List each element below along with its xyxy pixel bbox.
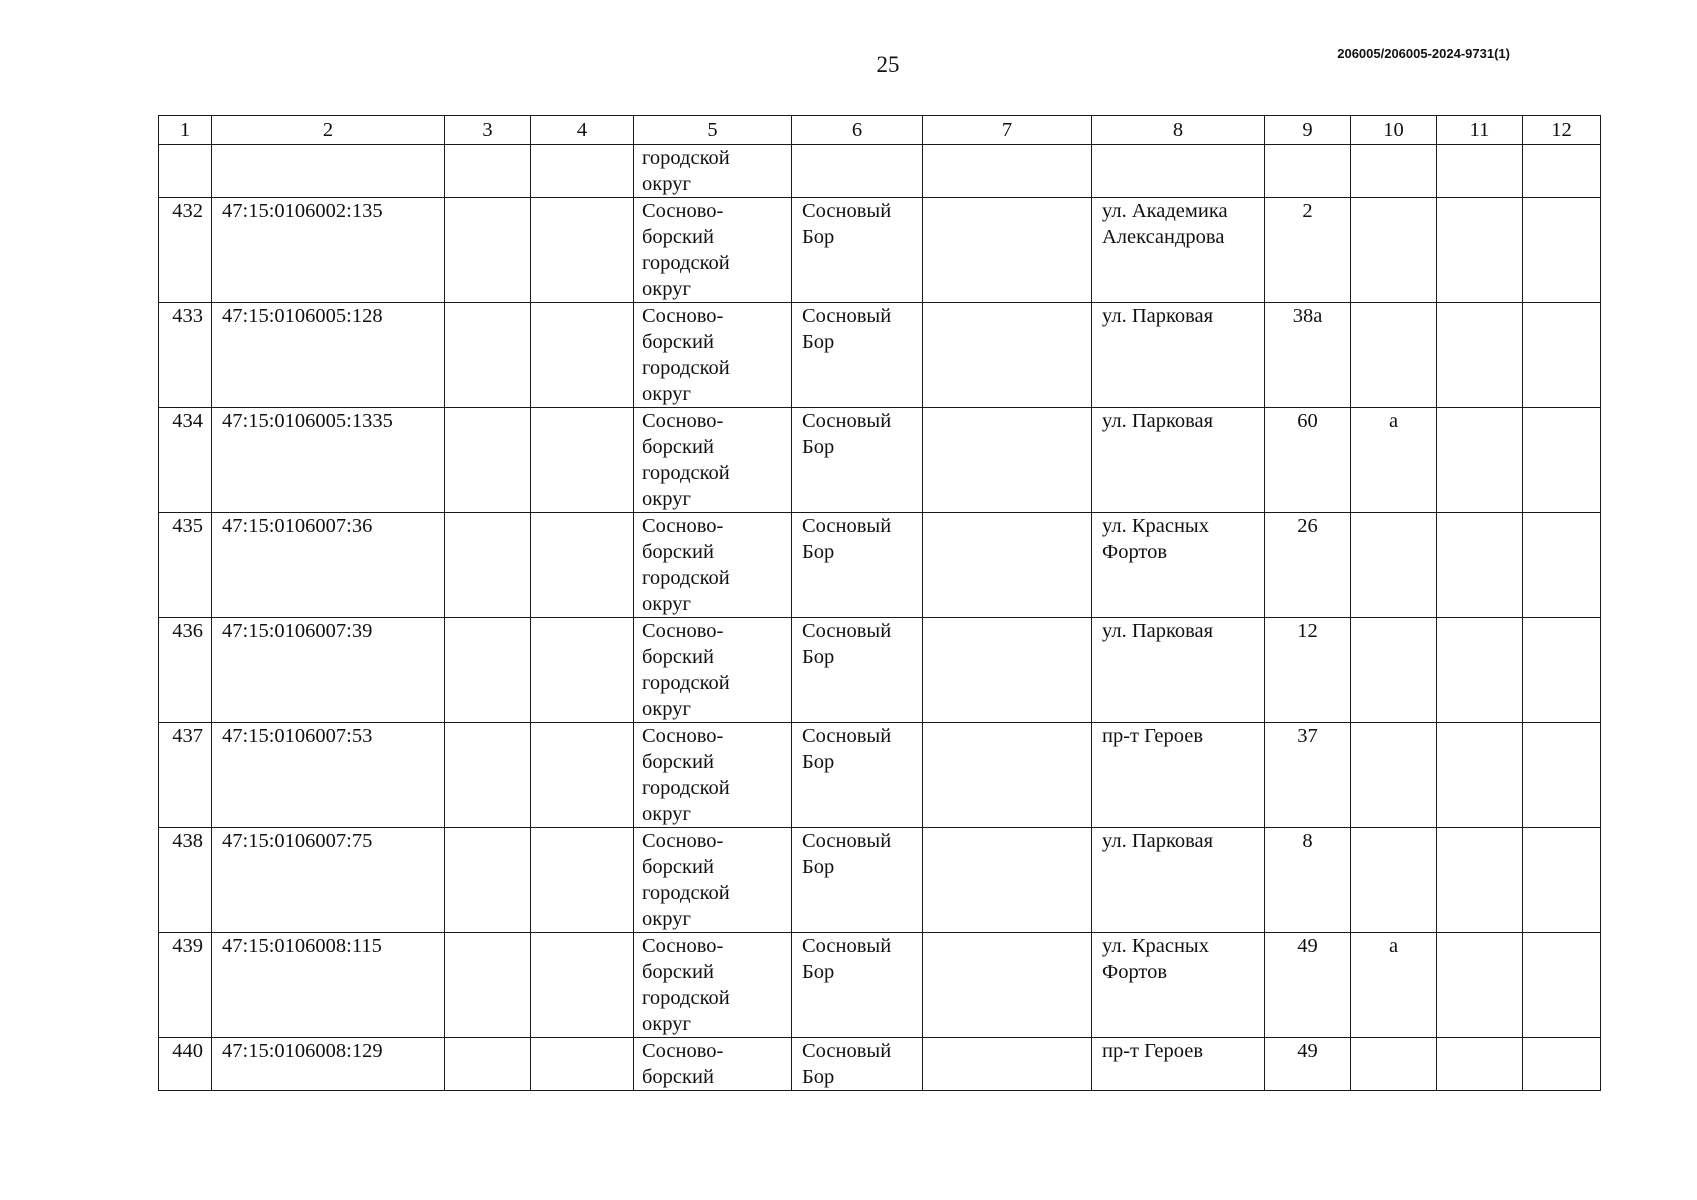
house-number-cell: 37	[1265, 723, 1351, 828]
column-header: 2	[212, 116, 445, 145]
cadastral-number-cell: 47:15:0106008:129	[212, 1038, 445, 1091]
table-cell	[923, 723, 1092, 828]
row-number-cell: 433	[159, 303, 212, 408]
table-cell	[445, 828, 531, 933]
street-line: ул. Парковая	[1102, 305, 1214, 327]
house-number-cell: 49	[1265, 1038, 1351, 1091]
table-cell	[445, 933, 531, 1038]
city-line: Бор	[802, 961, 835, 983]
table-header-row	[159, 116, 1601, 145]
cadastral-number-cell: 47:15:0106005:1335	[212, 408, 445, 513]
table-row	[159, 1038, 1601, 1091]
table-cell	[531, 408, 634, 513]
table-cell	[531, 828, 634, 933]
region-line: борский	[642, 646, 714, 668]
region-line: городской	[642, 252, 730, 274]
table-row	[159, 723, 1601, 828]
street-line: ул. Красных	[1102, 515, 1209, 537]
column-header: 3	[445, 116, 531, 145]
table-cell	[1437, 618, 1523, 723]
street-cell	[1092, 408, 1265, 513]
region-line: Сосново-	[642, 620, 724, 642]
table-row	[159, 933, 1601, 1038]
table-cell	[531, 1038, 634, 1091]
table-cell	[531, 618, 634, 723]
region-line: округ	[642, 908, 691, 930]
table-row	[159, 408, 1601, 513]
table-cell	[1437, 198, 1523, 303]
region-cell	[634, 1038, 792, 1091]
region-line: городской	[642, 357, 730, 379]
house-number-cell: 49	[1265, 933, 1351, 1038]
street-line: ул. Парковая	[1102, 620, 1214, 642]
region-cell	[634, 828, 792, 933]
region-line: борский	[642, 1066, 714, 1088]
table-cell	[1523, 723, 1601, 828]
table-cell	[159, 145, 212, 198]
street-line: Фортов	[1102, 961, 1168, 983]
house-number-cell: 2	[1265, 198, 1351, 303]
column-header: 4	[531, 116, 634, 145]
street-cell	[1092, 618, 1265, 723]
region-line: округ	[642, 173, 691, 195]
table-cell	[445, 513, 531, 618]
city-line: Сосновый	[802, 410, 892, 432]
house-letter-cell	[1351, 828, 1437, 933]
street-cell	[1092, 303, 1265, 408]
city-cell	[792, 513, 923, 618]
row-number-cell: 437	[159, 723, 212, 828]
table-cell	[1437, 303, 1523, 408]
table-cell	[923, 1038, 1092, 1091]
table-cell	[445, 198, 531, 303]
row-number-cell: 435	[159, 513, 212, 618]
table-cell	[923, 303, 1092, 408]
region-cell	[634, 198, 792, 303]
city-line: Бор	[802, 226, 835, 248]
table-cell	[1523, 618, 1601, 723]
region-line: округ	[642, 488, 691, 510]
table-cell	[1523, 198, 1601, 303]
street-cell	[1092, 513, 1265, 618]
region-line: Сосново-	[642, 830, 724, 852]
region-line: городской	[642, 987, 730, 1009]
page-number: 25	[876, 52, 900, 77]
table-cell	[923, 198, 1092, 303]
city-line: Бор	[802, 331, 835, 353]
table-cell	[445, 408, 531, 513]
city-line: Бор	[802, 541, 835, 563]
region-line: городской	[642, 147, 730, 169]
house-letter-cell	[1351, 198, 1437, 303]
city-cell	[792, 828, 923, 933]
city-line: Сосновый	[802, 830, 892, 852]
region-cell	[634, 513, 792, 618]
table-cell	[531, 933, 634, 1038]
house-letter-cell	[1351, 513, 1437, 618]
column-header: 1	[159, 116, 212, 145]
street-cell	[1092, 1038, 1265, 1091]
city-line: Сосновый	[802, 200, 892, 222]
region-line: борский	[642, 751, 714, 773]
house-number-cell: 12	[1265, 618, 1351, 723]
city-cell	[792, 723, 923, 828]
house-letter-cell: а	[1351, 933, 1437, 1038]
continuation-row	[159, 145, 1601, 198]
row-number-cell: 434	[159, 408, 212, 513]
document-id: 206005/206005-2024-9731(1)	[1337, 46, 1510, 61]
table-cell	[531, 513, 634, 618]
region-cell	[634, 145, 792, 198]
city-cell	[792, 618, 923, 723]
street-line: ул. Парковая	[1102, 830, 1214, 852]
table-cell	[1437, 933, 1523, 1038]
region-line: Сосново-	[642, 305, 724, 327]
region-line: округ	[642, 593, 691, 615]
row-number-cell: 436	[159, 618, 212, 723]
street-line: пр-т Героев	[1102, 1040, 1204, 1062]
city-cell	[792, 198, 923, 303]
region-line: городской	[642, 462, 730, 484]
cadastral-number-cell: 47:15:0106008:115	[212, 933, 445, 1038]
region-line: округ	[642, 698, 691, 720]
column-header: 6	[792, 116, 923, 145]
table-cell	[1523, 828, 1601, 933]
cadastral-number-cell: 47:15:0106007:36	[212, 513, 445, 618]
region-line: борский	[642, 436, 714, 458]
region-line: борский	[642, 961, 714, 983]
cadastral-number-cell: 47:15:0106005:128	[212, 303, 445, 408]
region-cell	[634, 303, 792, 408]
table-cell	[1437, 513, 1523, 618]
cadastral-number-cell: 47:15:0106002:135	[212, 198, 445, 303]
street-line: Фортов	[1102, 541, 1168, 563]
house-letter-cell	[1351, 1038, 1437, 1091]
region-line: городской	[642, 567, 730, 589]
region-cell	[634, 618, 792, 723]
region-cell	[634, 933, 792, 1038]
table-cell	[923, 618, 1092, 723]
row-number-cell: 432	[159, 198, 212, 303]
table-cell	[1437, 408, 1523, 513]
table-cell	[923, 933, 1092, 1038]
house-number-cell: 26	[1265, 513, 1351, 618]
region-line: борский	[642, 541, 714, 563]
table-row	[159, 618, 1601, 723]
region-line: Сосново-	[642, 515, 724, 537]
table-cell	[1523, 145, 1601, 198]
row-number-cell: 439	[159, 933, 212, 1038]
street-cell	[1092, 933, 1265, 1038]
region-line: борский	[642, 331, 714, 353]
region-line: Сосново-	[642, 1040, 724, 1062]
column-header: 10	[1351, 116, 1437, 145]
street-line: Александрова	[1102, 226, 1225, 248]
table-cell	[923, 145, 1092, 198]
region-line: городской	[642, 882, 730, 904]
column-header: 12	[1523, 116, 1601, 145]
city-line: Сосновый	[802, 305, 892, 327]
street-line: ул. Академика	[1102, 200, 1228, 222]
city-line: Сосновый	[802, 725, 892, 747]
table-row	[159, 828, 1601, 933]
city-line: Бор	[802, 856, 835, 878]
table-cell	[923, 513, 1092, 618]
table-cell	[1437, 723, 1523, 828]
region-line: борский	[642, 226, 714, 248]
table-cell	[445, 303, 531, 408]
city-cell	[792, 408, 923, 513]
column-header: 5	[634, 116, 792, 145]
city-line: Сосновый	[802, 935, 892, 957]
table-cell	[1523, 408, 1601, 513]
row-number-cell: 438	[159, 828, 212, 933]
table-cell	[1092, 145, 1265, 198]
cadastral-number-cell: 47:15:0106007:75	[212, 828, 445, 933]
table-cell	[1351, 145, 1437, 198]
house-letter-cell	[1351, 303, 1437, 408]
city-line: Бор	[802, 751, 835, 773]
house-letter-cell: а	[1351, 408, 1437, 513]
street-line: пр-т Героев	[1102, 725, 1204, 747]
table-cell	[445, 723, 531, 828]
table-cell	[531, 145, 634, 198]
registry-table	[158, 115, 1601, 1091]
row-number-cell: 440	[159, 1038, 212, 1091]
city-line: Сосновый	[802, 1040, 892, 1062]
column-header: 7	[923, 116, 1092, 145]
region-line: округ	[642, 383, 691, 405]
table-row	[159, 513, 1601, 618]
street-line: ул. Парковая	[1102, 410, 1214, 432]
city-line: Сосновый	[802, 620, 892, 642]
region-line: городской	[642, 777, 730, 799]
region-line: Сосново-	[642, 410, 724, 432]
house-letter-cell	[1351, 618, 1437, 723]
table-cell	[1523, 513, 1601, 618]
table-cell	[1437, 1038, 1523, 1091]
table-cell	[792, 145, 923, 198]
table-cell	[923, 408, 1092, 513]
table-cell	[531, 723, 634, 828]
house-letter-cell	[1351, 723, 1437, 828]
house-number-cell: 38а	[1265, 303, 1351, 408]
table-cell	[531, 198, 634, 303]
table-cell	[1523, 1038, 1601, 1091]
column-header: 8	[1092, 116, 1265, 145]
table-cell	[445, 618, 531, 723]
street-cell	[1092, 198, 1265, 303]
table-cell	[1523, 933, 1601, 1038]
region-line: борский	[642, 856, 714, 878]
city-line: Бор	[802, 1066, 835, 1088]
region-line: Сосново-	[642, 200, 724, 222]
street-line: ул. Красных	[1102, 935, 1209, 957]
region-line: округ	[642, 278, 691, 300]
table-cell	[212, 145, 445, 198]
table-cell	[1437, 145, 1523, 198]
city-cell	[792, 303, 923, 408]
region-line: округ	[642, 1013, 691, 1035]
city-cell	[792, 1038, 923, 1091]
cadastral-number-cell: 47:15:0106007:39	[212, 618, 445, 723]
table-cell	[445, 1038, 531, 1091]
street-cell	[1092, 828, 1265, 933]
house-number-cell: 8	[1265, 828, 1351, 933]
table-row	[159, 303, 1601, 408]
street-cell	[1092, 723, 1265, 828]
table-cell	[445, 145, 531, 198]
region-line: округ	[642, 803, 691, 825]
region-line: Сосново-	[642, 935, 724, 957]
column-header: 11	[1437, 116, 1523, 145]
house-number-cell: 60	[1265, 408, 1351, 513]
table-cell	[1437, 828, 1523, 933]
city-cell	[792, 933, 923, 1038]
table-cell	[1523, 303, 1601, 408]
region-cell	[634, 408, 792, 513]
cadastral-number-cell: 47:15:0106007:53	[212, 723, 445, 828]
city-line: Бор	[802, 646, 835, 668]
column-header: 9	[1265, 116, 1351, 145]
table-cell	[531, 303, 634, 408]
table-cell	[923, 828, 1092, 933]
region-cell	[634, 723, 792, 828]
table-row	[159, 198, 1601, 303]
city-line: Бор	[802, 436, 835, 458]
region-line: городской	[642, 672, 730, 694]
city-line: Сосновый	[802, 515, 892, 537]
region-line: Сосново-	[642, 725, 724, 747]
table-cell	[1265, 145, 1351, 198]
